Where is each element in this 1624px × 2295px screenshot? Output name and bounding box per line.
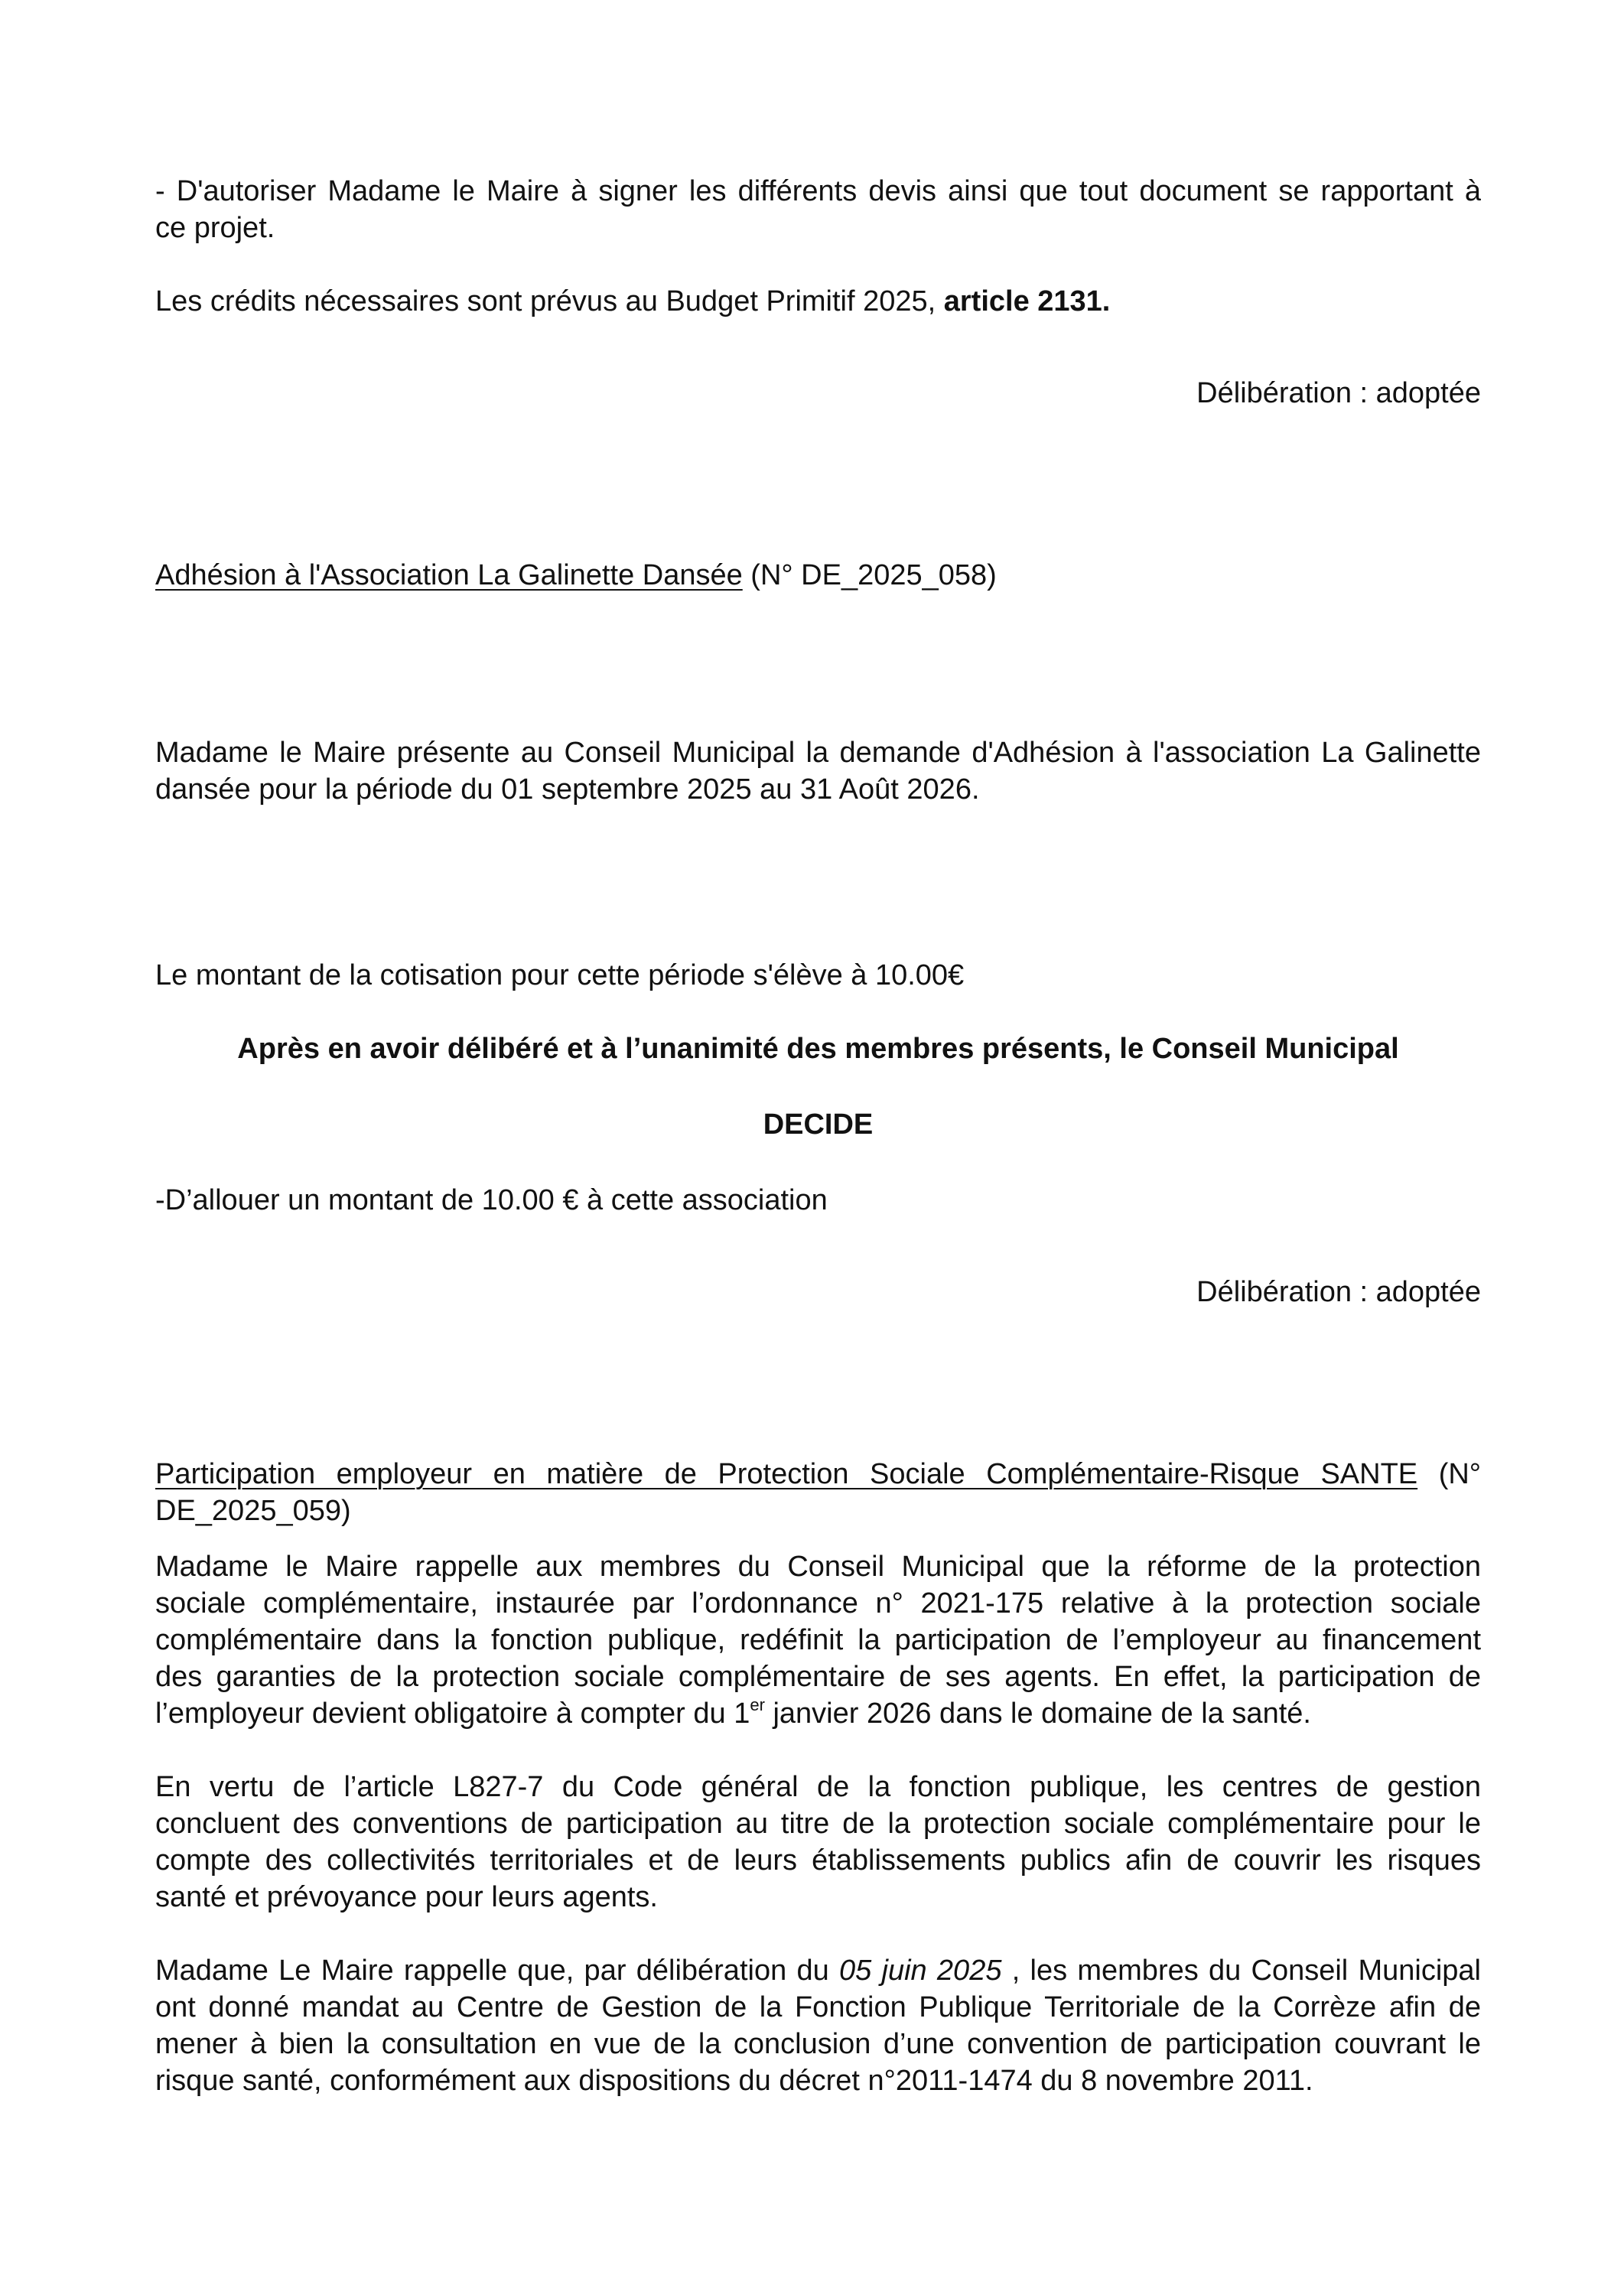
section-title-galinette: Adhésion à l'Association La Galinette Dansée [155, 559, 743, 591]
para3-line-3: mener à bien la consultation en vue de la conclusion d’une convention de participation couvrant le [155, 2028, 1481, 2060]
para3-line-2: ont donné mandat au Centre de Gestion de la Fonction Publique Territoriale de la Corrèze afin de [155, 1991, 1481, 2023]
para2-line-2: concluent des conventions de participation au titre de la protection sociale complémentaire pour le [155, 1808, 1481, 1840]
para2-line-1: En vertu de l’article L827-7 du Code général de la fonction publique, les centres de gestion [155, 1771, 1481, 1803]
para2-line-4: santé et prévoyance pour leurs agents. [155, 1881, 658, 1913]
deliberation-status-2: Délibération : adoptée [1196, 1276, 1481, 1308]
cotisation-amount: Le montant de la cotisation pour cette période s'élève à 10.00€ [155, 959, 965, 991]
credits-paragraph [155, 283, 1481, 320]
para1-line-3: complémentaire dans la fonction publique, redéfinit la participation de l’employeur au financement [155, 1624, 1481, 1656]
para3-line-1 [155, 1952, 1481, 1989]
section-heading-galinette [155, 557, 1481, 594]
section-title-protection-sociale: Participation employeur en matière de Protection Sociale Complémentaire-Risque SANTE [155, 1458, 1418, 1490]
authorize-line-1: - D'autoriser Madame le Maire à signer les différents devis ainsi que tout document se rapportant à [155, 175, 1481, 207]
galinette-presentation-line-1: Madame le Maire présente au Conseil Municipal la demande d'Adhésion à l'association La Galinette [155, 737, 1481, 769]
para1-line-1: Madame le Maire rappelle aux membres du Conseil Municipal que la réforme de la protection [155, 1551, 1481, 1583]
deliberation-status-1: Délibération : adoptée [1196, 377, 1481, 409]
credits-text: Les crédits nécessaires sont prévus au Budget Primitif 2025, [155, 285, 944, 317]
section-ref-part-1: (N° [1438, 1458, 1481, 1490]
section-heading-protection-sociale [155, 1456, 1481, 1493]
para3-line-1-start: Madame Le Maire rappelle que, par délibération du [155, 1955, 839, 1987]
para1-line-2: sociale complémentaire, instaurée par l’ordonnance n° 2021-175 relative à la protection sociale [155, 1587, 1481, 1620]
authorize-line-2: ce projet. [155, 212, 275, 244]
para1-line-5-start: l’employeur devient obligatoire à compter du 1 [155, 1698, 750, 1730]
para1-line-5 [155, 1695, 1481, 1732]
para3-line-1-end: , les membres du Conseil Municipal [1001, 1955, 1481, 1987]
section-ref-part-2: DE_2025_059) [155, 1495, 351, 1527]
decision-line: -D’allouer un montant de 10.00 € à cette association [155, 1184, 828, 1216]
para3-date: 05 juin 2025 [839, 1955, 1002, 1987]
galinette-presentation-line-2: dansée pour la période du 01 septembre 2025 au 31 Août 2026. [155, 773, 980, 806]
para1-superscript: er [750, 1695, 765, 1714]
decide-heading: DECIDE [763, 1108, 874, 1141]
section-ref-galinette: (N° DE_2025_058) [742, 559, 997, 591]
para1-line-5-end: janvier 2026 dans le domaine de la santé. [764, 1698, 1311, 1730]
para3-line-4: risque santé, conformément aux dispositions du décret n°2011-1474 du 8 novembre 2011. [155, 2065, 1313, 2097]
para2-line-3: compte des collectivités territoriales et de leurs établissements publics afin de couvrir les risques [155, 1844, 1481, 1877]
deliberation-statement: Après en avoir délibéré et à l’unanimité des membres présents, le Conseil Municipal [237, 1033, 1399, 1065]
credits-article: article 2131. [943, 285, 1111, 317]
para1-line-4: des garanties de la protection sociale complémentaire de ses agents. En effet, la participation de [155, 1661, 1481, 1693]
